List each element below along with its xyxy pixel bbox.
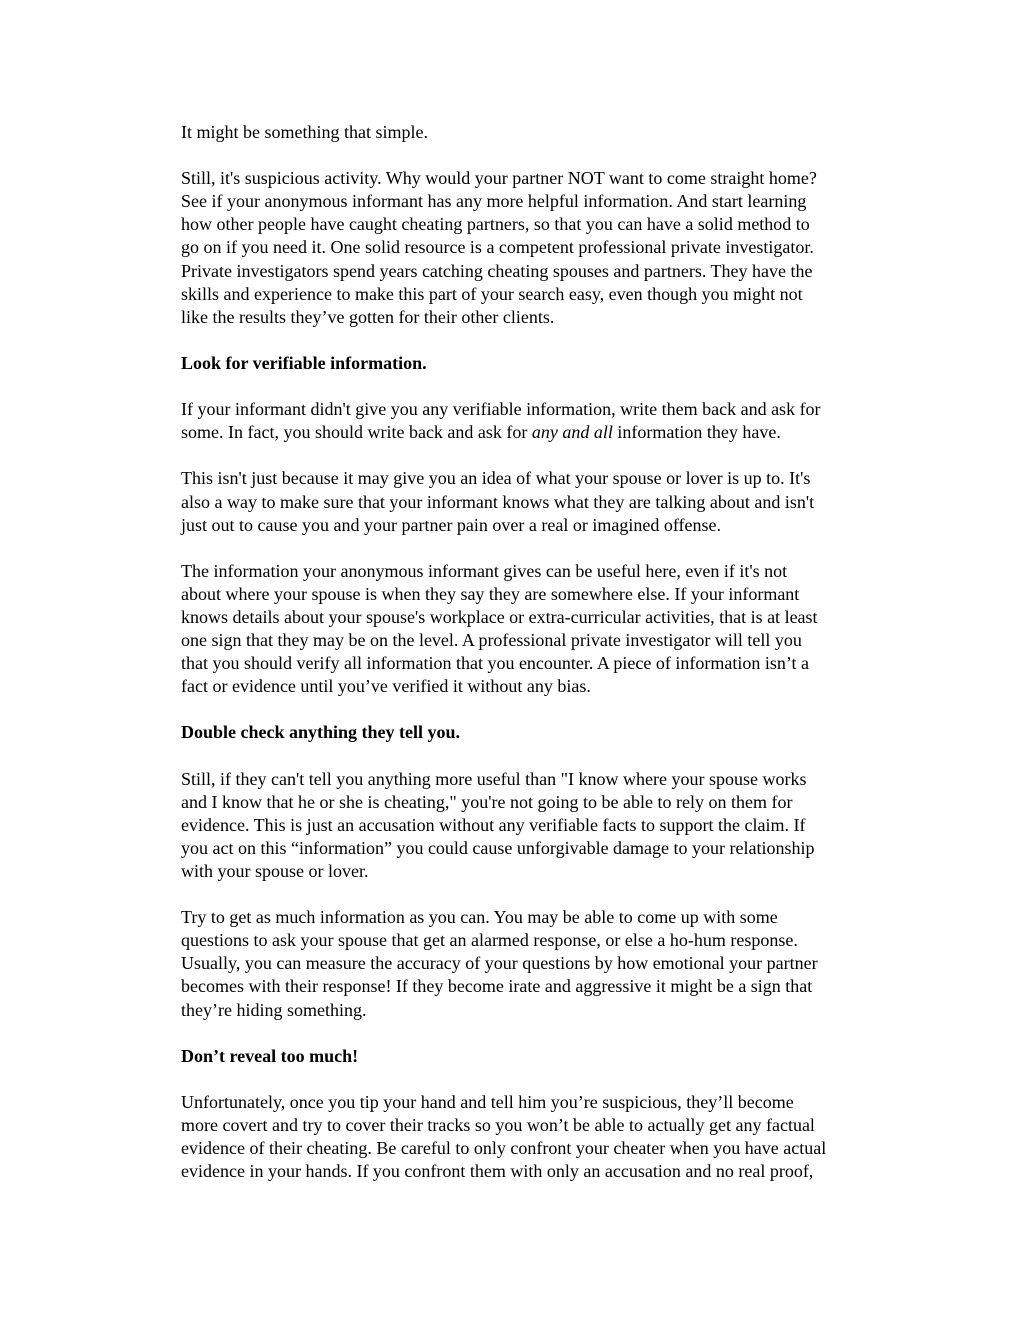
text-line: about where your spouse is when they say they are somewhere else. If your informant <box>181 583 800 604</box>
text-line: like the results they’ve gotten for their other clients. <box>181 306 555 327</box>
text-line: Still, it's suspicious activity. Why would your partner NOT want to come straight home? <box>181 168 817 189</box>
text-line: This isn't just because it may give you an idea of what your spouse or lover is up to. It's <box>181 468 811 489</box>
text-line: Private investigators spend years catching cheating spouses and partners. They have the <box>181 260 813 281</box>
text-line: how other people have caught cheating partners, so that you can have a solid method to <box>181 214 810 235</box>
text-line: It might be something that simple. <box>181 122 428 142</box>
text-line: more covert and try to cover their tracks so you won’t be able to actually get any factual <box>181 1115 815 1136</box>
text-line: with your spouse or lover. <box>181 861 369 881</box>
text-line: knows details about your spouse's workplace or extra-curricular activities, that is at least <box>181 606 818 627</box>
text-line: questions to ask your spouse that get an alarmed response, or else a ho-hum response. <box>181 930 798 951</box>
text-line: Unfortunately, once you tip your hand and tell him you’re suspicious, they’ll become <box>181 1091 794 1112</box>
section-heading-double-check: Double check anything they tell you. <box>181 722 461 743</box>
paragraph-suspicious-activity <box>181 167 911 329</box>
paragraph-tip-your-hand <box>181 1091 911 1183</box>
paragraph-useful-information <box>181 560 911 699</box>
text-line: The information your anonymous informant gives can be useful here, even if it's not <box>181 560 788 581</box>
text-line: If your informant didn't give you any verifiable information, write them back and ask for <box>181 399 821 420</box>
text-line: just out to cause you and your partner pain over a real or imagined offense. <box>181 514 721 535</box>
text-line: See if your anonymous informant has any more helpful information. And start learning <box>181 191 807 212</box>
text-line <box>181 421 911 444</box>
text-run: information they have. <box>612 422 781 443</box>
text-line: Try to get as much information as you can. You may be able to come up with some <box>181 907 778 928</box>
text-line: evidence in your hands. If you confront them with only an accusation and no real proof, <box>181 1161 814 1182</box>
text-line: also a way to make sure that your informant knows what they are talking about and isn't <box>181 491 815 512</box>
text-line: skills and experience to make this part of your search easy, even though you might not <box>181 283 803 304</box>
paragraph-intro <box>181 121 911 144</box>
emphasized-text: any and all <box>531 422 613 443</box>
text-line: one sign that they may be on the level. A professional private investigator will tell you <box>181 630 802 651</box>
paragraph-get-information <box>181 906 911 1021</box>
text-line: Still, if they can't tell you anything more useful than "I know where your spouse works <box>181 768 807 789</box>
paragraph-accusation <box>181 768 911 883</box>
text-line: go on if you need it. One solid resource is a competent professional private investigator. <box>181 237 814 258</box>
text-line: you act on this “information” you could cause unforgivable damage to your relationship <box>181 837 815 858</box>
text-line: that you should verify all information that you encounter. A piece of information isn’t a <box>181 653 810 674</box>
text-line: fact or evidence until you’ve verified it without any bias. <box>181 676 591 697</box>
text-line: becomes with their response! If they become irate and aggressive it might be a sign that <box>181 976 813 997</box>
paragraph-informant-knows <box>181 467 911 536</box>
text-line: they’re hiding something. <box>181 999 367 1020</box>
paragraph-ask-informant <box>181 398 911 444</box>
text-line: Usually, you can measure the accuracy of your questions by how emotional your partner <box>181 953 818 974</box>
section-heading-verifiable: Look for verifiable information. <box>181 352 427 373</box>
text-line: evidence of their cheating. Be careful to only confront your cheater when you have actual <box>181 1138 827 1159</box>
text-run: some. In fact, you should write back and ask for <box>181 422 532 443</box>
text-line: and I know that he or she is cheating," you're not going to be able to rely on them for <box>181 791 793 812</box>
document-page <box>181 121 911 1206</box>
section-heading-dont-reveal: Don’t reveal too much! <box>181 1045 359 1066</box>
text-line: evidence. This is just an accusation without any verifiable facts to support the claim. If <box>181 814 806 835</box>
